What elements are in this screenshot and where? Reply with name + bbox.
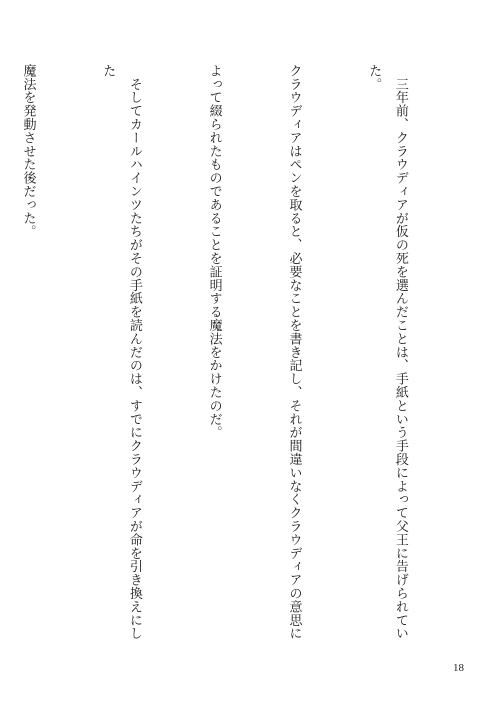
text-line-4: そしてカールハインツたちがその手紙を読んだのは、すでにクラウディアが命を引き換えにした (100, 64, 142, 641)
text-line-1: 三年前、クラウディアが仮の死を選んだことは、手紙という手段によって父王に告げられていた。 (366, 64, 408, 641)
text-line-5: 魔法を発動させた後だった。 (20, 64, 36, 239)
vertical-body-text (20, 64, 466, 642)
text-line-3: よって綴られたものであることを証明する魔法をかけたのだ。 (206, 64, 222, 440)
text-line-2: クラウディアはペンを取ると、必要なことを書き記し、それが間違いなくクラウディアの意思に (286, 64, 302, 641)
page-number: 18 (453, 662, 464, 674)
